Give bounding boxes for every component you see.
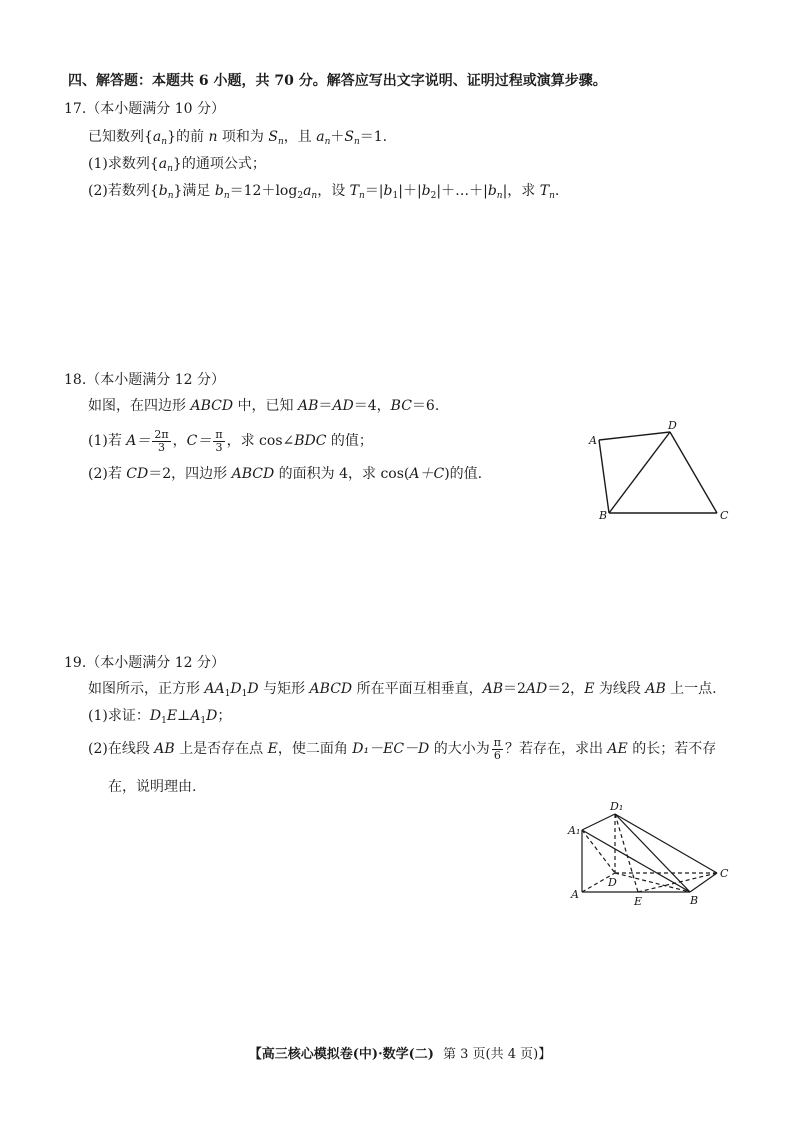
q18-header: 18.（本小题满分 12 分）	[64, 372, 225, 388]
q18-part1: (1)若 A＝ $\frac{2\pi}{3}$ ，C＝ $\frac{\pi}{3}$ ，求 cos∠BDC 的值；	[88, 427, 373, 454]
edge-ab	[599, 440, 609, 513]
label-c: C	[720, 867, 729, 880]
fraction-2pi-over-3: $\frac{2\pi}{3}$	[154, 427, 169, 454]
q19-part1: (1)求证：$D_1E\perp A_1D$；	[88, 708, 232, 726]
edge-bc	[690, 873, 717, 892]
label-d: D	[668, 419, 677, 432]
label-a: A	[571, 888, 579, 901]
fraction-pi-over-3: $\frac{\pi}{3}$	[215, 427, 223, 454]
diagonal-bd	[609, 432, 670, 513]
label-b: B	[690, 894, 699, 907]
edge-ad	[599, 432, 670, 440]
edge-a1d1	[582, 814, 615, 830]
q19-part2: (2)在线段 AB 上是否存在点 E，使二面角 D₁－EC－D 的大小为 $\frac{\pi}{6}$ ？若存在，求出 AE 的长；若不存	[88, 735, 717, 762]
q19-stem: 如图所示，正方形 $AA_1D_1D$ 与矩形 ABCD 所在平面互相垂直，AB＝2AD＝2，E 为线段 AB 上一点.	[88, 681, 717, 699]
label-c: C	[720, 509, 729, 522]
section-title: 四、解答题：本题共 6 小题，共 70 分。解答应写出文字说明、证明过程或演算步骤。	[68, 73, 607, 89]
label-d: D	[608, 876, 617, 889]
label-b: B	[599, 509, 608, 522]
q17-part1: (1)求数列$\{a_n\}$的通项公式；	[88, 156, 266, 174]
q17-header: 17.（本小题满分 10 分）	[64, 101, 225, 117]
q19-part2-continued: 在，说明理由.	[108, 779, 197, 795]
prism-figure	[560, 800, 740, 908]
quadrilateral-figure	[585, 418, 735, 523]
label-a: A	[589, 434, 597, 447]
page-footer: 【高三核心模拟卷(中)·数学(二) 第 3 页(共 4 页)】	[248, 1047, 552, 1062]
edge-db-hidden	[615, 873, 690, 892]
q18-stem: 如图，在四边形 ABCD 中，已知 AB＝AD＝4，BC＝6.	[88, 398, 440, 414]
fraction-pi-over-6: $\frac{\pi}{6}$	[493, 735, 501, 762]
q17-part2: (2)若数列$\{b_n\}$满足 $b_n=12+\log_2a_n$，设 $T_n=|b_1|+|b_2|+\dots+|b_n|$，求 $T_n$.	[88, 183, 560, 201]
label-a1: A₁	[568, 824, 581, 837]
edge-dc	[670, 432, 717, 513]
q19-header: 19.（本小题满分 12 分）	[64, 655, 225, 671]
label-d1: D₁	[610, 800, 624, 813]
edge-a1b	[582, 830, 690, 892]
q17-stem: 已知数列$\{a_n\}$的前 n 项和为 $S_n$，且 $a_n+S_n=1$.	[88, 129, 388, 147]
edge-a1d-hidden	[582, 830, 615, 873]
q18-part2: (2)若 CD＝2，四边形 ABCD 的面积为 4，求 cos(A＋C)的值.	[88, 466, 483, 482]
label-e: E	[634, 895, 643, 908]
edge-d1b	[615, 814, 690, 892]
